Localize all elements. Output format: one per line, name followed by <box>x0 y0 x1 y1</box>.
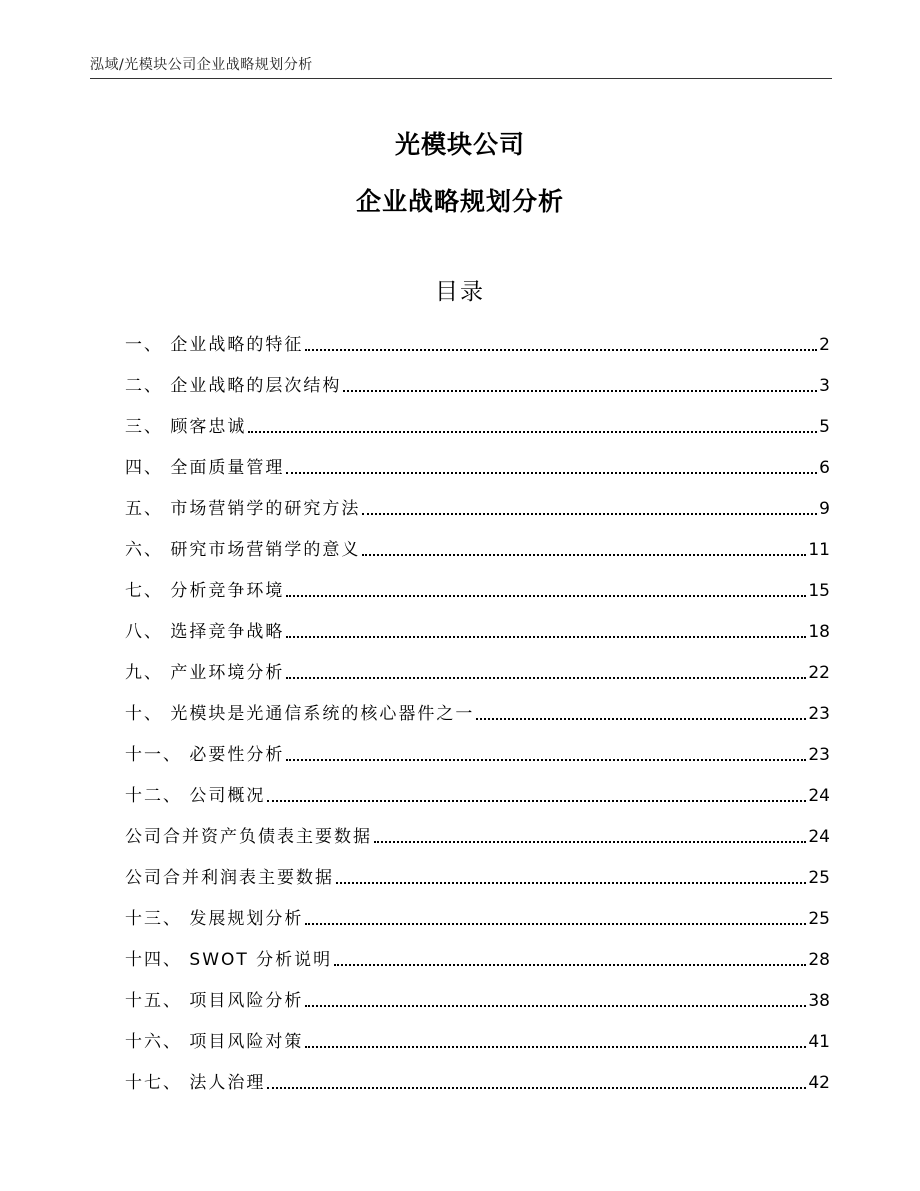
toc-leader-dots <box>343 390 817 392</box>
toc-entry[interactable] <box>125 1022 830 1063</box>
toc-entry-page-number: 6 <box>819 458 830 478</box>
toc-entry-page-number: 18 <box>808 622 830 642</box>
toc-entry-page-number: 24 <box>808 786 830 806</box>
toc-entry[interactable] <box>125 1063 830 1104</box>
toc-leader-dots <box>286 677 806 679</box>
document-title: 光模块公司 <box>394 130 525 159</box>
toc-leader-dots <box>286 636 806 638</box>
toc-leader-dots <box>305 923 806 925</box>
toc-leader-dots <box>305 1046 806 1048</box>
toc-entry-label: 九、 产业环境分析 <box>125 663 285 683</box>
toc-leader-dots <box>374 841 806 843</box>
document-subtitle: 企业战略规划分析 <box>355 187 564 216</box>
toc-entry-page-number: 24 <box>808 827 830 847</box>
toc-entry-label: 十一、 必要性分析 <box>125 745 285 765</box>
toc-leader-dots <box>286 759 806 761</box>
toc-leader-dots <box>267 800 806 802</box>
toc-entry-page-number: 41 <box>808 1032 830 1052</box>
toc-leader-dots <box>362 513 817 515</box>
toc-entry[interactable] <box>125 899 830 940</box>
toc-entry-page-number: 2 <box>819 335 830 355</box>
toc-entry[interactable] <box>125 407 830 448</box>
toc-entry-label: 三、 顾客忠诚 <box>125 417 247 437</box>
toc-entry-page-number: 25 <box>808 868 830 888</box>
toc-entry-label: 十七、 法人治理 <box>125 1073 266 1093</box>
table-of-contents <box>125 325 830 1104</box>
toc-leader-dots <box>248 431 817 433</box>
toc-entry-label: 七、 分析竞争环境 <box>125 581 285 601</box>
toc-entry-page-number: 23 <box>808 745 830 765</box>
toc-entry-label: 二、 企业战略的层次结构 <box>125 376 342 396</box>
toc-entry[interactable] <box>125 571 830 612</box>
toc-entry-label: 十四、 SWOT 分析说明 <box>125 950 333 970</box>
toc-entry-page-number: 28 <box>808 950 830 970</box>
toc-entry-label: 一、 企业战略的特征 <box>125 335 304 355</box>
toc-entry-page-number: 5 <box>819 417 830 437</box>
toc-entry[interactable] <box>125 735 830 776</box>
toc-leader-dots <box>334 964 806 966</box>
toc-leader-dots <box>286 472 817 474</box>
toc-entry[interactable] <box>125 530 830 571</box>
toc-entry-page-number: 23 <box>808 704 830 724</box>
toc-entry-page-number: 9 <box>819 499 830 519</box>
toc-entry-page-number: 25 <box>808 909 830 929</box>
toc-leader-dots <box>305 349 817 351</box>
toc-entry-label: 公司合并利润表主要数据 <box>125 868 334 888</box>
toc-entry-label: 六、 研究市场营销学的意义 <box>125 540 361 560</box>
toc-heading: 目录 <box>435 279 485 305</box>
toc-entry-page-number: 3 <box>819 376 830 396</box>
toc-leader-dots <box>286 595 806 597</box>
toc-entry[interactable] <box>125 366 830 407</box>
toc-entry-label: 十六、 项目风险对策 <box>125 1032 304 1052</box>
toc-leader-dots <box>336 882 806 884</box>
toc-entry[interactable] <box>125 653 830 694</box>
toc-entry-page-number: 15 <box>808 581 830 601</box>
toc-leader-dots <box>476 718 806 720</box>
toc-entry[interactable] <box>125 489 830 530</box>
toc-entry[interactable] <box>125 858 830 899</box>
toc-entry[interactable] <box>125 981 830 1022</box>
running-header: 泓域/光模块公司企业战略规划分析 <box>90 57 313 73</box>
toc-entry[interactable] <box>125 448 830 489</box>
toc-entry-label: 十五、 项目风险分析 <box>125 991 304 1011</box>
toc-entry-label: 公司合并资产负债表主要数据 <box>125 827 372 847</box>
toc-entry[interactable] <box>125 325 830 366</box>
toc-entry-page-number: 38 <box>808 991 830 1011</box>
toc-entry-label: 十、 光模块是光通信系统的核心器件之一 <box>125 704 475 724</box>
toc-entry-page-number: 11 <box>808 540 830 560</box>
toc-entry-page-number: 22 <box>808 663 830 683</box>
toc-entry-label: 五、 市场营销学的研究方法 <box>125 499 361 519</box>
toc-entry-label: 八、 选择竞争战略 <box>125 622 285 642</box>
toc-entry[interactable] <box>125 940 830 981</box>
toc-entry[interactable] <box>125 694 830 735</box>
toc-entry[interactable] <box>125 612 830 653</box>
toc-leader-dots <box>267 1087 806 1089</box>
header-rule <box>90 78 832 79</box>
toc-entry-page-number: 42 <box>808 1073 830 1093</box>
toc-entry-label: 十二、 公司概况 <box>125 786 266 806</box>
toc-entry-label: 十三、 发展规划分析 <box>125 909 304 929</box>
toc-entry[interactable] <box>125 776 830 817</box>
toc-entry[interactable] <box>125 817 830 858</box>
toc-entry-label: 四、 全面质量管理 <box>125 458 285 478</box>
toc-leader-dots <box>362 554 806 556</box>
toc-leader-dots <box>305 1005 806 1007</box>
